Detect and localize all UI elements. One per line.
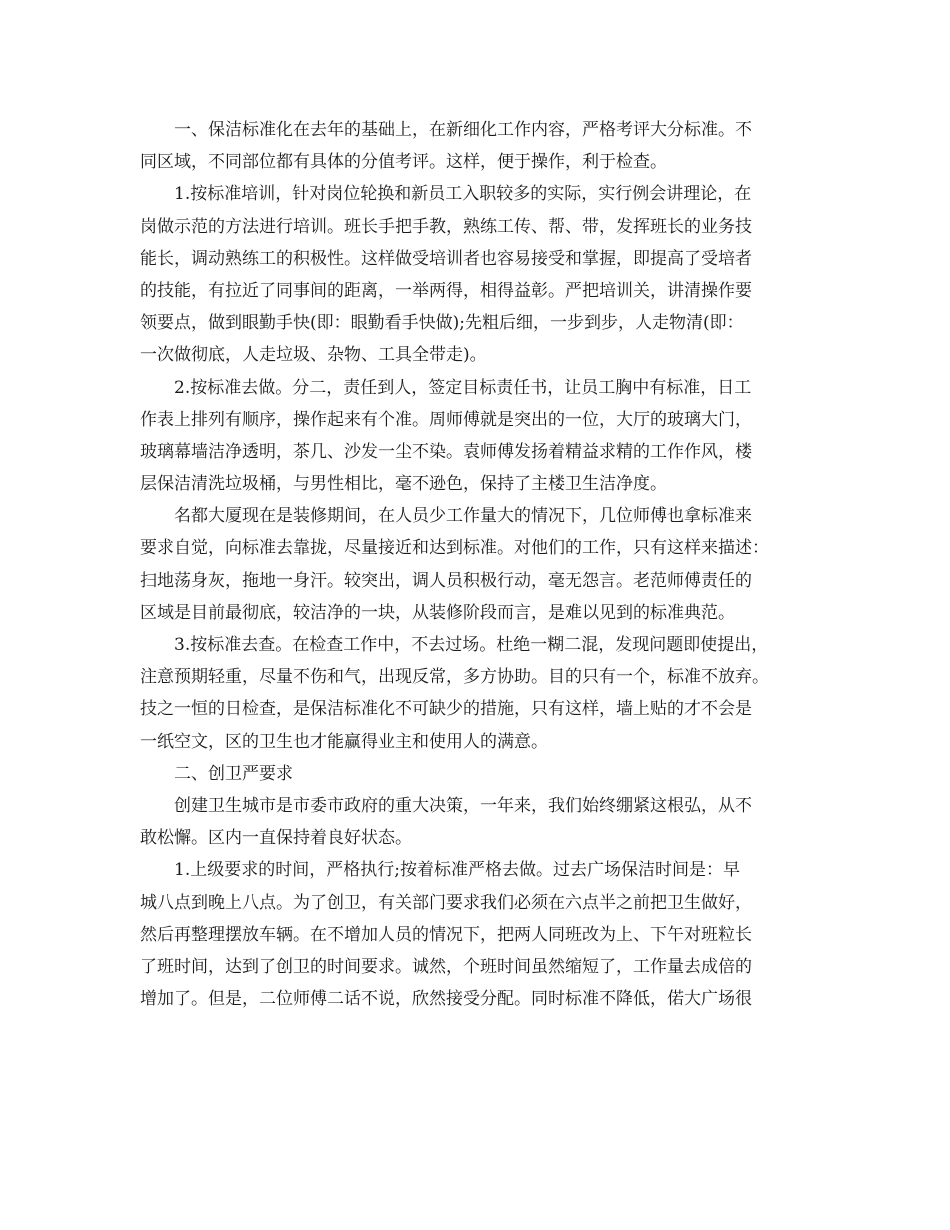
text-line: 二、创卫严要求 (174, 763, 293, 784)
text-line: 玻璃幕墙洁净透明，茶几、沙发一尘不染。袁师傅发扬着精益求精的工作作风，楼 (140, 441, 752, 462)
text-line: 城八点到晚上八点。为了创卫，有关部门要求我们必须在六点半之前把卫生做好， (140, 892, 752, 913)
document-body (140, 114, 830, 1015)
text-line: 能长，调动熟练工的积极性。这样做受培训者也容易接受和掌握，即提高了受培者 (140, 248, 752, 269)
text-line: 2.按标准去做。分二，责任到人，签定目标责任书，让员工胸中有标准，日工 (174, 377, 752, 398)
text-line: 一纸空文，区的卫生也才能赢得业主和使用人的满意。 (140, 731, 548, 752)
text-line: 3.按标准去查。在检查工作中，不去过场。杜绝一糊二混，发现问题即使提出， (174, 635, 769, 655)
text-line: 然后再整理摆放车辆。在不增加人员的情况下，把两人同班改为上、下午对班粒长 (140, 924, 752, 945)
paragraph-inspection (140, 629, 830, 758)
text-line: 1.按标准培训，针对岗位轮换和新员工入职较多的实际，实行例会讲理论，在 (174, 184, 752, 205)
text-line: 名都大厦现在是装修期间，在人员少工作量大的情况下，几位师傅也拿标准来 (174, 506, 752, 527)
text-line: 敢松懈。区内一直保持着良好状态。 (140, 828, 412, 849)
text-line: 注意预期轻重，尽量不伤和气，出现反常，多方协助。目的只有一个，标准不放弃。 (140, 667, 769, 688)
paragraph-execution (140, 372, 830, 501)
text-line: 作表上排列有顺序，操作起来有个准。周师傅就是突出的一位，大厅的玻璃大门， (140, 409, 752, 430)
paragraph-sanitary-city (140, 790, 830, 854)
text-line: 扫地荡身灰，拖地一身汗。较突出，调人员积极行动，毫无怨言。老范师傅责任的 (140, 570, 752, 591)
paragraph-mingdu-building (140, 500, 830, 629)
text-line: 技之一恒的日检查，是保洁标准化不可缺少的措施，只有这样，墙上贴的才不会是 (140, 699, 752, 720)
section-heading-sanitation (140, 758, 830, 790)
text-line: 增加了。但是，二位师傅二话不说，欣然接受分配。同时标准不降低，偌大广场很 (140, 989, 752, 1010)
paragraph-schedule (140, 854, 830, 1015)
text-line: 一、保洁标准化在去年的基础上，在新细化工作内容，严格考评大分标准。不 (174, 120, 752, 140)
paragraph-standardization-intro (140, 114, 830, 178)
text-line: 的技能，有拉近了同事间的距离，一举两得，相得益彰。严把培训关，讲清操作要 (140, 280, 752, 301)
text-line: 创建卫生城市是市委市政府的重大决策，一年来，我们始终绷紧这根弘，从不 (174, 795, 752, 816)
text-line: 领要点，做到眼勤手快(即：眼勤看手快做);先粗后细，一步到步，人走物清(即： (140, 313, 744, 334)
text-line: 1.上级要求的时间，严格执行;按着标准严格去做。过去广场保洁时间是：早 (174, 860, 740, 881)
text-line: 区域是目前最彻底，较洁净的一块，从装修阶段而言，是难以见到的标准典范。 (140, 602, 735, 623)
text-line: 同区域，不同部位都有具体的分值考评。这样，便于操作，利于检查。 (140, 152, 667, 173)
text-line: 一次做彻底，人走垃圾、杂物、工具全带走)。 (140, 345, 487, 366)
text-line: 层保洁清洗垃圾桶，与男性相比，毫不逊色，保持了主楼卫生洁净度。 (140, 474, 667, 495)
text-line: 要求自觉，向标准去靠拢，尽量接近和达到标准。对他们的工作，只有这样来描述： (140, 538, 769, 559)
text-line: 岗做示范的方法进行培训。班长手把手教，熟练工传、帮、带，发挥班长的业务技 (140, 216, 752, 237)
paragraph-training (140, 178, 830, 371)
text-line: 了班时间，达到了创卫的时间要求。诚然，个班时间虽然缩短了，工作量去成倍的 (140, 956, 752, 977)
